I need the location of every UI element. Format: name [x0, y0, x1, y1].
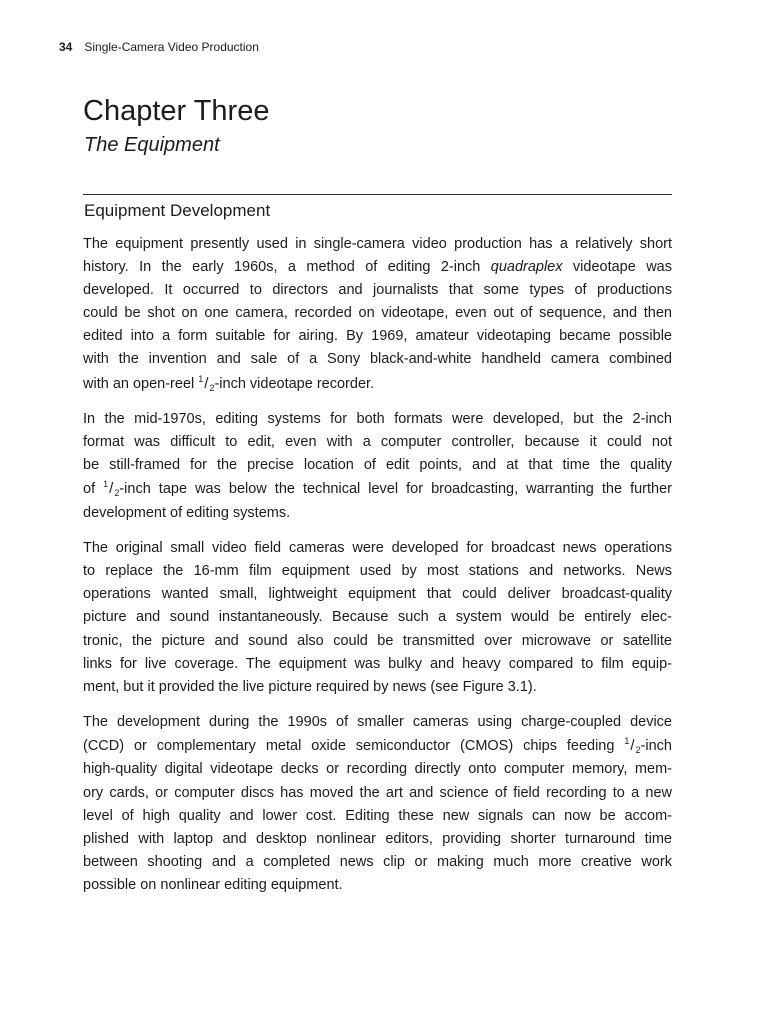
fraction-one-half — [624, 738, 640, 754]
fraction-slash: / — [109, 480, 114, 498]
text-run: -inch — [640, 738, 672, 755]
paragraph-line: could be shot on one camera, recorded on videotape, even out of sequence, and then — [83, 305, 672, 322]
fraction-denominator: 2 — [114, 488, 120, 499]
running-head — [59, 39, 259, 55]
fraction-slash: / — [204, 374, 209, 392]
fraction-numerator: 1 — [103, 479, 109, 490]
paragraph-line: to replace the 16-mm film equipment used by most stations and networks. News — [83, 563, 672, 580]
chapter-subtitle: The Equipment — [84, 134, 220, 156]
paragraph-line: In the mid-1970s, editing systems for both formats were developed, but the 2-inch — [83, 411, 672, 428]
text-run: (CCD) or complementary metal oxide semiconductor (CMOS) chips feeding — [83, 738, 625, 755]
book-title: Single-Camera Video Production — [84, 40, 259, 54]
text-run: history. In the early 1960s, a method of editing 2-inch — [83, 259, 491, 276]
paragraph-line: be still-framed for the precise location of edit points, and at that time the quality — [83, 457, 672, 474]
paragraph-line: ory cards, or computer discs has moved the art and science of field recording to a new — [83, 784, 672, 801]
paragraph-line: developed. It occurred to directors and journalists that some types of productions — [83, 282, 672, 299]
section-divider — [83, 194, 672, 195]
fraction-one-half — [198, 373, 215, 393]
paragraph-line: with the invention and sale of a Sony black-and-white handheld camera combined — [83, 351, 672, 368]
body-text — [83, 233, 672, 910]
paragraph-line: tronic, the picture and sound also could be transmitted over microwave or satellite — [83, 632, 672, 649]
paragraph-line: high-quality digital videotape decks or recording directly onto computer memory, mem- — [83, 761, 672, 778]
paragraph-line: operations wanted small, lightweight equipment that could deliver broadcast-quality — [83, 586, 672, 603]
paragraph-line: between shooting and a completed news clip or making much more creative work — [83, 853, 672, 870]
paragraph-line: development of editing systems. — [83, 504, 291, 521]
paragraph-4 — [83, 711, 672, 897]
paragraph-3 — [83, 537, 672, 699]
paragraph-2 — [83, 408, 672, 524]
paragraph-1 — [83, 233, 672, 396]
text-run: -inch videotape recorder. — [214, 375, 375, 392]
text-run: of — [83, 481, 104, 498]
paragraph-line: links for live coverage. The equipment was bulky and heavy compared to film equip- — [83, 655, 672, 672]
paragraph-line: picture and sound instantaneously. Because such a system would be entirely elec- — [83, 609, 672, 626]
fraction-denominator: 2 — [635, 745, 641, 756]
paragraph-line — [83, 372, 672, 396]
fraction-numerator: 1 — [624, 736, 630, 747]
fraction-slash: / — [630, 737, 635, 755]
text-run: -inch tape was below the technical level for broadcasting, warranting the further — [119, 481, 672, 498]
page-number: 34 — [59, 40, 73, 54]
paragraph-line: The original small video field cameras were developed for broadcast news operations — [83, 540, 672, 557]
paragraph-line: possible on nonlinear editing equipment. — [83, 876, 343, 893]
paragraph-line — [83, 734, 672, 758]
paragraph-line: The development during the 1990s of smaller cameras using charge-coupled device — [83, 714, 672, 731]
paragraph-line: format was difficult to edit, even with a computer controller, because it could not — [83, 434, 672, 451]
paragraph-line: edited into a form suitable for airing. By 1969, amateur videotaping became possible — [83, 328, 672, 345]
text-run: with an open-reel — [83, 375, 199, 392]
emphasized-term: quadraplex — [490, 259, 563, 276]
paragraph-line — [83, 477, 672, 501]
fraction-one-half — [103, 481, 119, 497]
paragraph-line: The equipment presently used in single-camera video production has a relatively short — [83, 236, 672, 252]
fraction-denominator: 2 — [209, 382, 215, 393]
paragraph-line: ment, but it provided the live picture required by news (see Figure 3.1). — [83, 678, 537, 695]
section-heading: Equipment Development — [84, 201, 271, 220]
paragraph-line: level of high quality and lower cost. Editing these new signals can now be accom- — [83, 807, 672, 824]
text-run: videotape was — [562, 259, 672, 276]
fraction-numerator: 1 — [198, 373, 204, 384]
paragraph-line — [83, 256, 672, 279]
chapter-title: Chapter Three — [83, 95, 270, 127]
paragraph-line: plished with laptop and desktop nonlinear editors, providing shorter turnaround time — [83, 830, 672, 847]
